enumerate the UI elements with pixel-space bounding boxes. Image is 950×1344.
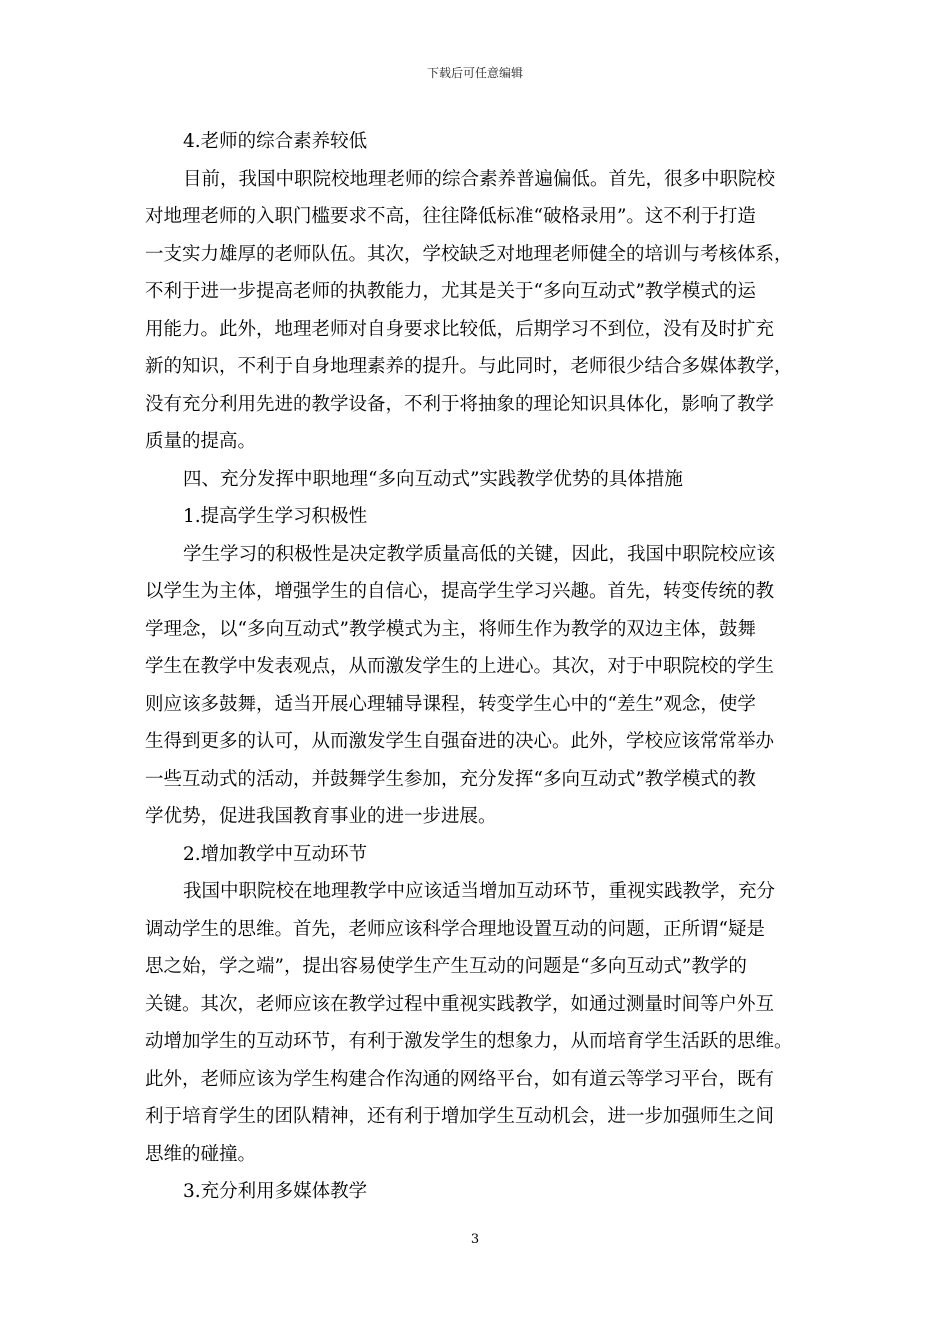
text-line: 此外，老师应该为学生构建合作沟通的网络平台，如有道云等学习平台，既有 [145, 1068, 775, 1090]
text-line: 没有充分利用先进的教学设备，不利于将抽象的理论知识具体化，影响了教学 [145, 393, 775, 415]
text-line: 学生在教学中发表观点，从而激发学生的上进心。其次，对于中职院校的学生 [145, 656, 775, 677]
text-line: 利于培育学生的团队精神，还有利于增加学生互动机会，进一步加强师生之间 [145, 1106, 775, 1127]
text-line: 一些互动式的活动，并鼓舞学生参加，充分发挥“多向互动式”教学模式的教 [145, 768, 756, 790]
text-line: 1.提高学生学习积极性 [183, 506, 368, 527]
page-header: 下载后可任意编辑 [426, 66, 523, 80]
text-line: 动增加学生的互动环节，有利于激发学生的想象力，从而培育学生活跃的思维。 [145, 1031, 793, 1052]
text-line: 学优势，促进我国教育事业的进一步进展。 [145, 806, 497, 827]
text-line: 2.增加教学中互动环节 [183, 843, 368, 865]
text-line: 3.充分利用多媒体教学 [183, 1181, 368, 1202]
text-line: 学生学习的积极性是决定教学质量高低的关键，因此，我国中职院校应该 [183, 543, 776, 565]
text-line: 四、充分发挥中职地理“多向互动式”实践教学优势的具体措施 [183, 468, 683, 490]
text-line: 不利于进一步提高老师的执教能力，尤其是关于“多向互动式”教学模式的运 [145, 281, 756, 302]
text-line: 思维的碰撞。 [145, 1143, 257, 1165]
document-body [145, 123, 815, 1211]
text-line: 则应该多鼓舞，适当开展心理辅导课程，转变学生心中的“差生”观念，使学 [145, 693, 756, 715]
text-line: 生得到更多的认可，从而激发学生自强奋进的决心。此外，学校应该常常举办 [145, 731, 775, 752]
text-line: 新的知识，不利于自身地理素养的提升。与此同时，老师很少结合多媒体教学， [145, 356, 793, 377]
text-line: 目前，我国中职院校地理老师的综合素养普遍偏低。首先，很多中职院校 [183, 168, 776, 190]
text-line: 用能力。此外，地理老师对自身要求比较低，后期学习不到位，没有及时扩充 [145, 318, 775, 340]
text-line: 对地理老师的入职门槛要求不高，往往降低标准“破格录用”。这不利于打造 [145, 206, 756, 227]
text-line: 一支实力雄厚的老师队伍。其次，学校缺乏对地理老师健全的培训与考核体系， [145, 243, 793, 265]
text-line: 质量的提高。 [145, 431, 257, 452]
text-line: 学理念，以“多向互动式”教学模式为主，将师生作为教学的双边主体，鼓舞 [145, 618, 756, 640]
text-line: 以学生为主体，增强学生的自信心，提高学生学习兴趣。首先，转变传统的教 [145, 581, 775, 602]
text-line: 思之始，学之端”，提出容易使学生产生互动的问题是“多向互动式”教学的 [145, 956, 747, 977]
text-line: 调动学生的思维。首先，老师应该科学合理地设置互动的问题，正所谓“疑是 [145, 918, 765, 940]
text-line: 4.老师的综合素养较低 [183, 131, 368, 152]
text-line: 我国中职院校在地理教学中应该适当增加互动环节，重视实践教学，充分 [183, 881, 776, 902]
page-number: 3 [470, 1232, 480, 1247]
text-line: 关键。其次，老师应该在教学过程中重视实践教学，如通过测量时间等户外互 [145, 993, 775, 1015]
